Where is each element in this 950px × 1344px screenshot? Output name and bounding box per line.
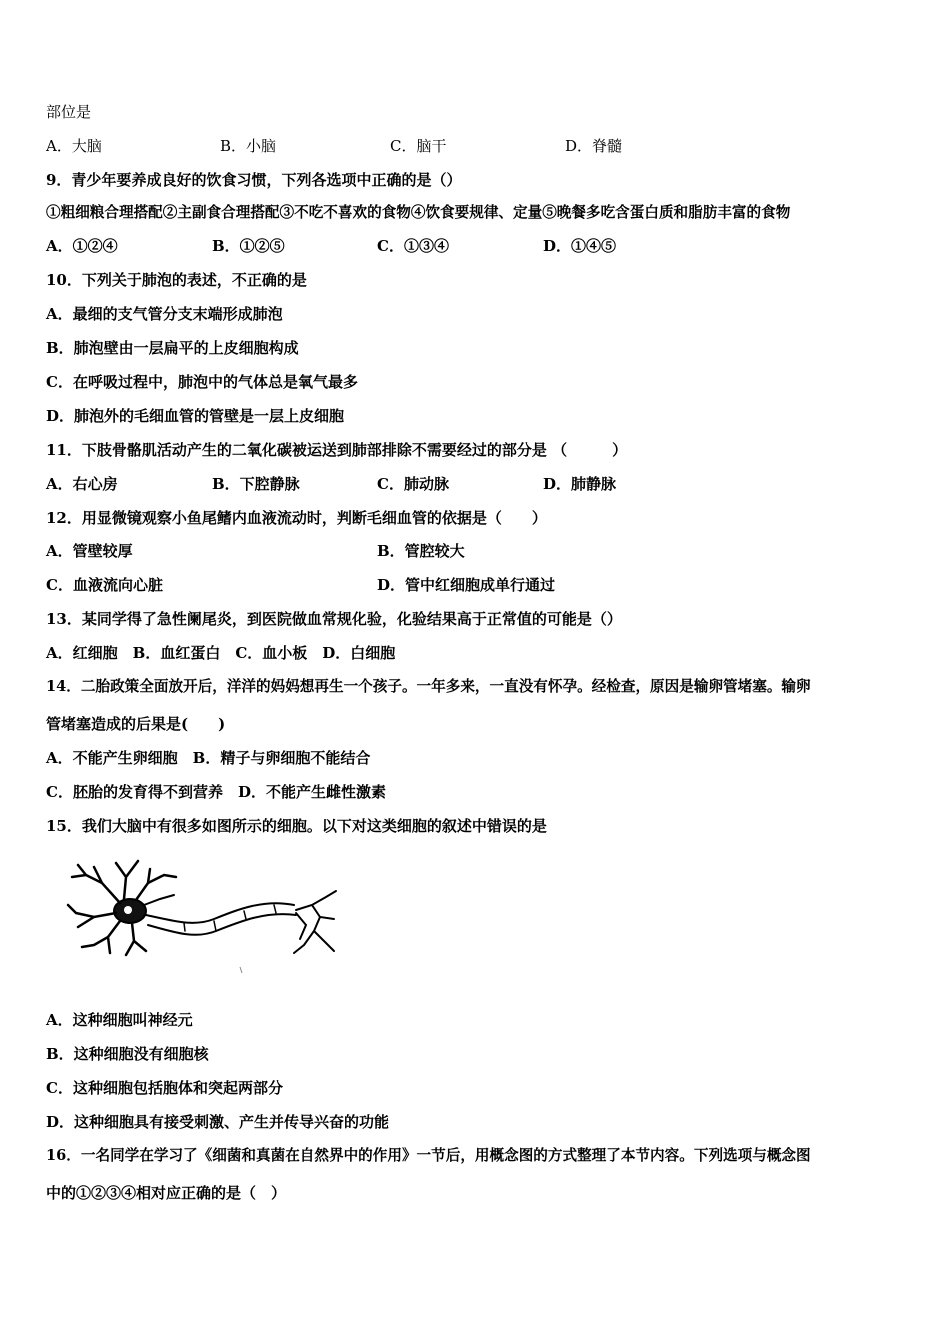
q11-option-b: B．下腔静脉 xyxy=(212,475,300,493)
q10-option-b: B．肺泡壁由一层扁平的上皮细胞构成 xyxy=(46,339,299,357)
q14-options-line1: A．不能产生卵细胞 B．精子与卵细胞不能结合 xyxy=(46,749,371,767)
q9-stem: 9．青少年要养成良好的饮食习惯，下列各选项中正确的是（） xyxy=(46,171,462,189)
q10-option-a: A．最细的支气管分支末端形成肺泡 xyxy=(46,305,283,323)
q14-options-line2: C．胚胎的发育得不到营养 D．不能产生雌性激素 xyxy=(46,783,386,801)
q8-option-c: C．脑干 xyxy=(390,137,447,155)
q12-stem: 12．用显微镜观察小鱼尾鳍内血液流动时，判断毛细血管的依据是（ ） xyxy=(46,509,547,527)
q8-stem-tail: 部位是 xyxy=(46,103,92,121)
q8-option-b: B．小脑 xyxy=(220,137,277,155)
q9-option-c: C．①③④ xyxy=(377,237,449,255)
q15-option-c: C．这种细胞包括胞体和突起两部分 xyxy=(46,1079,283,1097)
q13-options: A．红细胞 B．血红蛋白 C．血小板 D．白细胞 xyxy=(46,644,396,662)
neuron-icon xyxy=(64,855,344,975)
q16-stem-line1: 16．一名同学在学习了《细菌和真菌在自然界中的作用》一节后，用概念图的方式整理了本节内容。下列选项与概念图 xyxy=(46,1147,811,1164)
q15-option-d: D．这种细胞具有接受刺激、产生并传导兴奋的功能 xyxy=(46,1113,390,1131)
q12-option-c: C．血液流向心脏 xyxy=(46,576,163,594)
q15-option-a: A．这种细胞叫神经元 xyxy=(46,1011,193,1029)
q9-statements: ①粗细粮合理搭配②主副食合理搭配③不吃不喜欢的食物④饮食要规律、定量⑤晚餐多吃含蛋白质和脂肪丰富的食物 xyxy=(46,204,791,221)
q11-option-c: C．肺动脉 xyxy=(377,475,449,493)
q12-option-a: A．管壁较厚 xyxy=(46,542,133,560)
q16-stem-line2: 中的①②③④相对应正确的是（ ） xyxy=(46,1184,287,1202)
q14-stem-line2: 管堵塞造成的后果是( ) xyxy=(46,715,226,733)
q10-option-d: D．肺泡外的毛细血管的管壁是一层上皮细胞 xyxy=(46,407,345,425)
q13-stem: 13．某同学得了急性阑尾炎，到医院做血常规化验，化验结果高于正常值的可能是（） xyxy=(46,610,622,628)
q11-stem: 11．下肢骨骼肌活动产生的二氧化碳被运送到肺部排除不需要经过的部分是 （ ） xyxy=(46,441,628,459)
q8-option-a: A．大脑 xyxy=(46,137,102,155)
q11-option-a: A．右心房 xyxy=(46,475,118,493)
q14-stem-line1: 14．二胎政策全面放开后，洋洋的妈妈想再生一个孩子。一年多来，一直没有怀孕。经检查，原因是输卵管堵塞。输卵 xyxy=(46,678,811,695)
q10-option-c: C．在呼吸过程中，肺泡中的气体总是氧气最多 xyxy=(46,373,358,391)
q8-option-d: D．脊髓 xyxy=(565,137,623,155)
q12-option-d: D．管中红细胞成单行通过 xyxy=(377,576,556,594)
q9-option-a: A．①②④ xyxy=(46,237,118,255)
q9-option-d: D．①④⑤ xyxy=(543,237,617,255)
q15-stem: 15．我们大脑中有很多如图所示的细胞。以下对这类细胞的叙述中错误的是 xyxy=(46,817,547,835)
q9-option-b: B．①②⑤ xyxy=(212,237,285,255)
q12-option-b: B．管腔较大 xyxy=(377,542,465,560)
q10-stem: 10．下列关于肺泡的表述，不正确的是 xyxy=(46,271,307,289)
q15-option-b: B．这种细胞没有细胞核 xyxy=(46,1045,209,1063)
q11-option-d: D．肺静脉 xyxy=(543,475,617,493)
